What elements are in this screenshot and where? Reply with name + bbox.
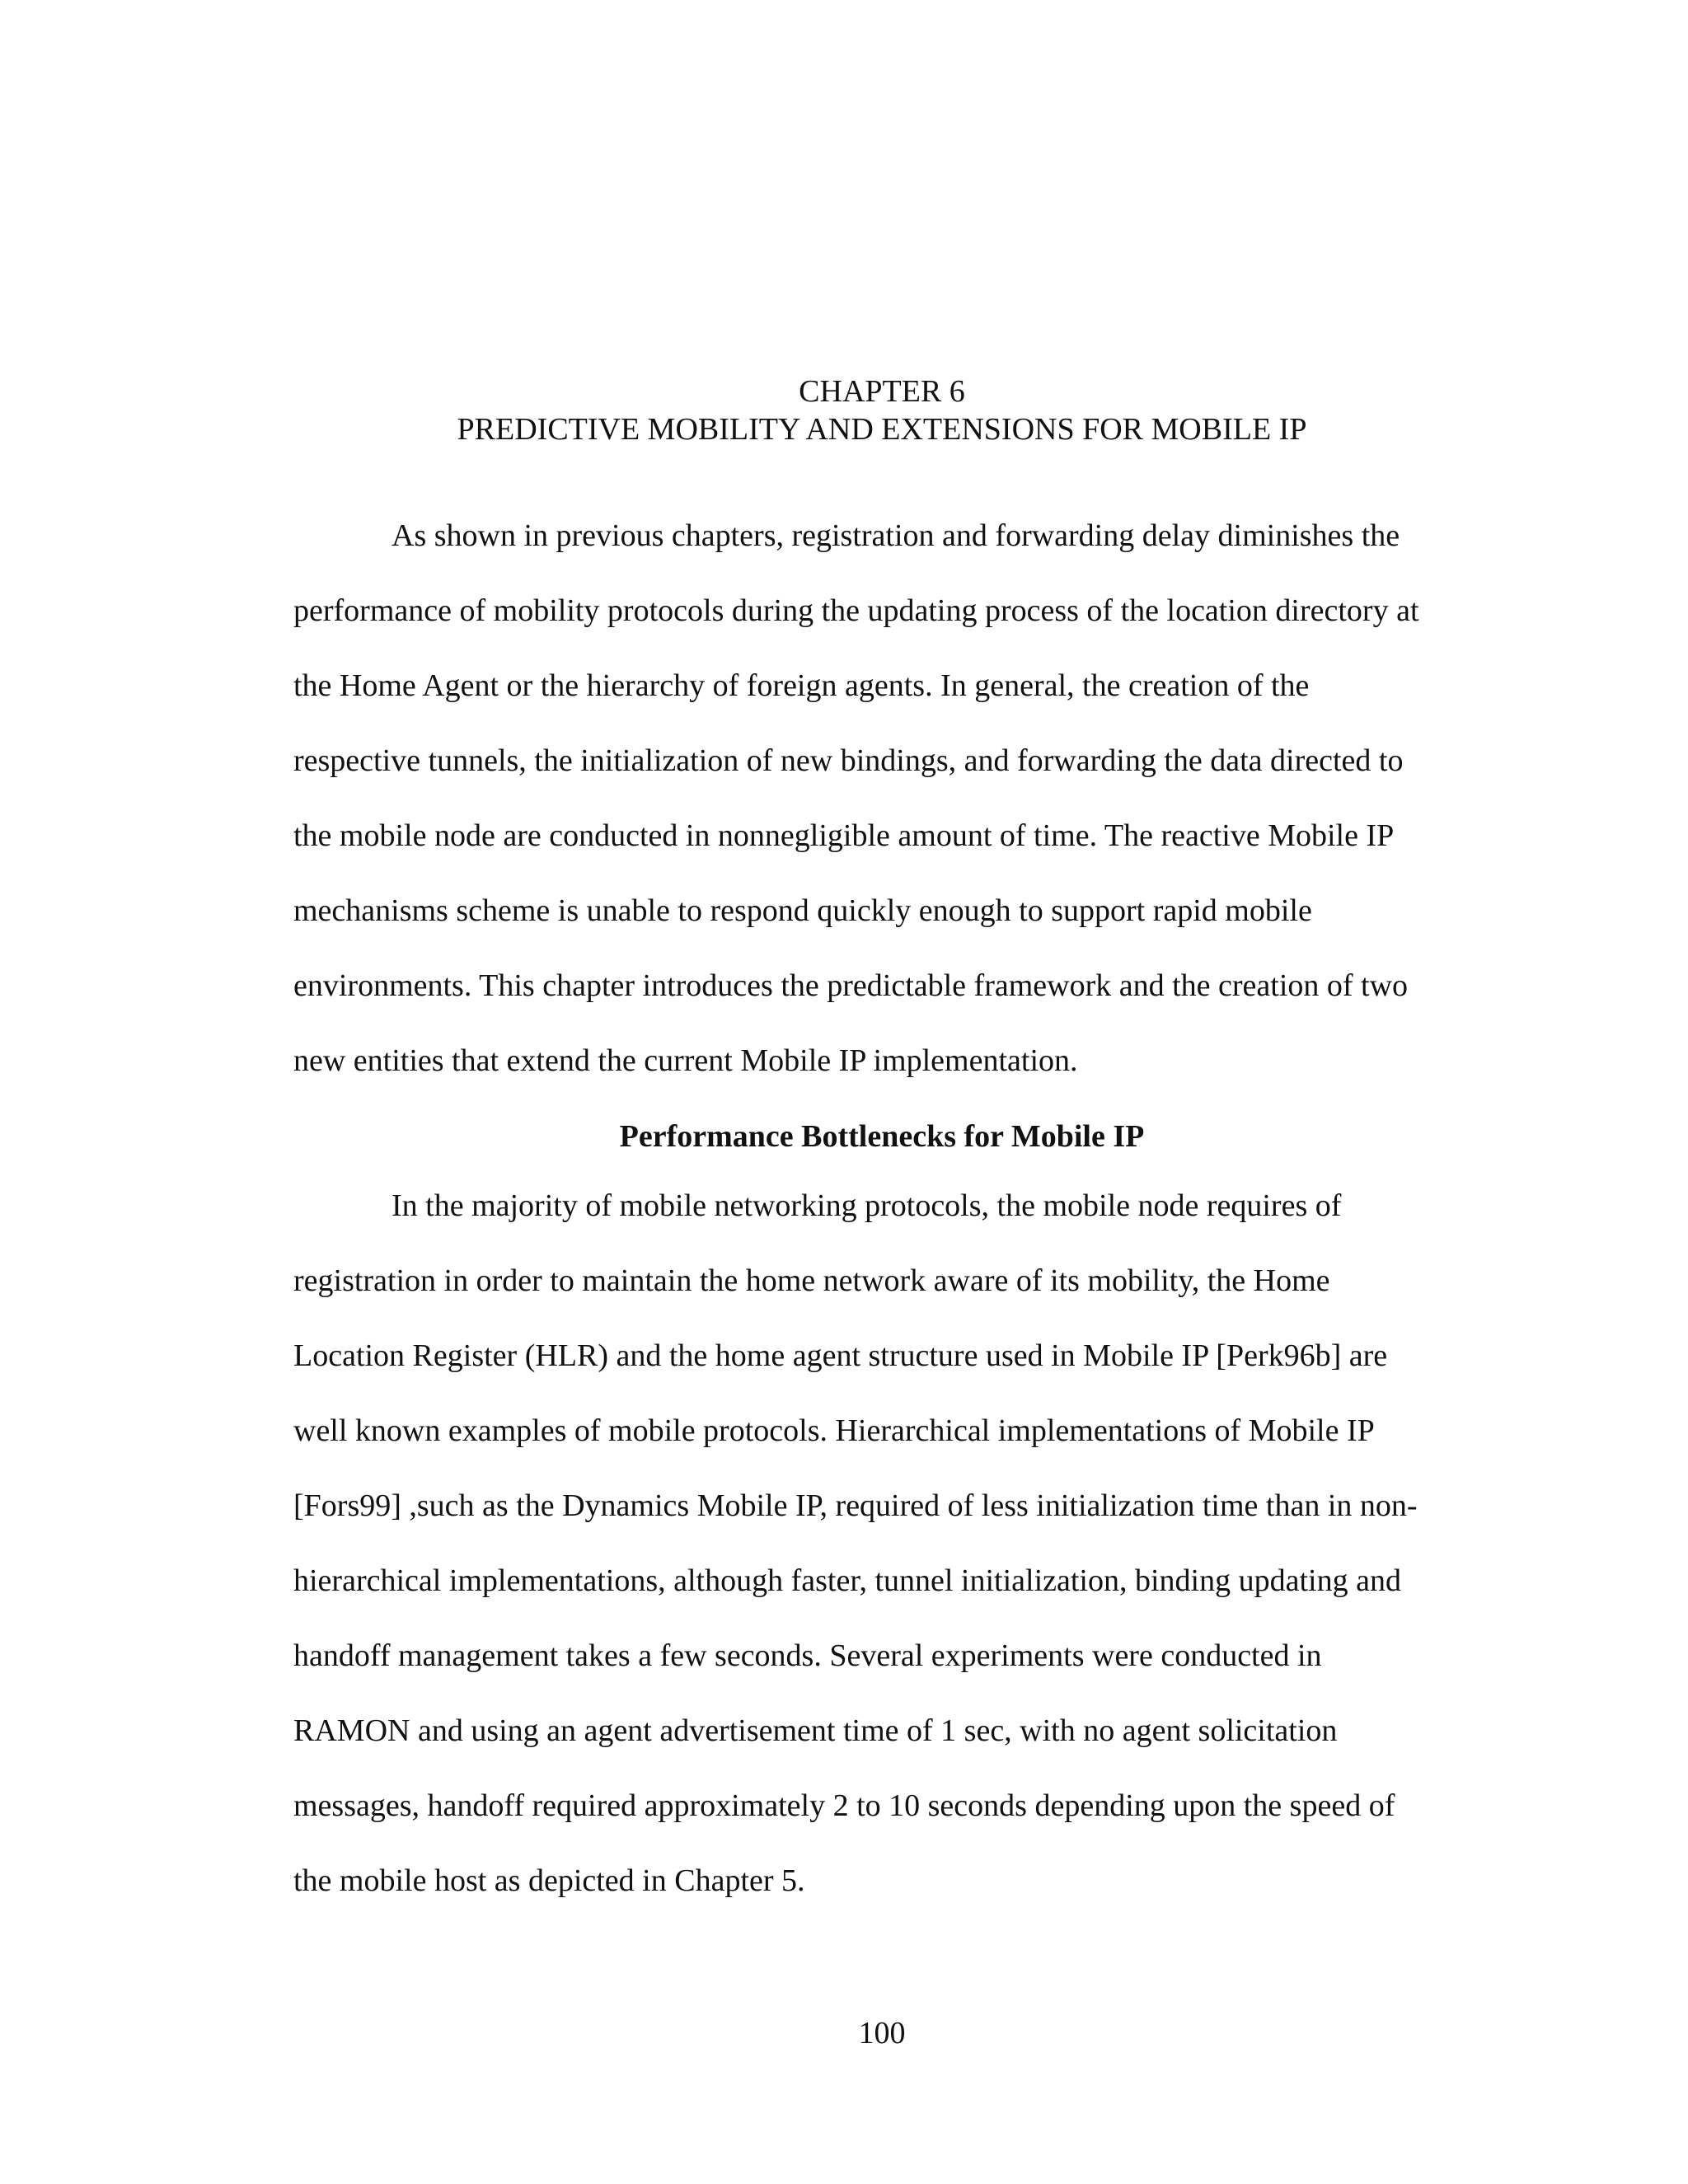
paragraph-line: registration in order to maintain the home network aware of its mobility, the Home xyxy=(293,1263,1330,1298)
chapter-title: PREDICTIVE MOBILITY AND EXTENSIONS FOR MOBILE IP xyxy=(457,412,1307,447)
paragraph-line: mechanisms scheme is unable to respond quickly enough to support rapid mobile xyxy=(293,893,1312,928)
paragraph-line: new entities that extend the current Mobile IP implementation. xyxy=(293,1043,1078,1078)
chapter-number: CHAPTER 6 xyxy=(799,374,965,409)
paragraph-line: messages, handoff required approximately 2 to 10 seconds depending upon the speed of xyxy=(293,1788,1395,1823)
paragraph-line: the mobile host as depicted in Chapter 5. xyxy=(293,1863,805,1898)
page-number: 100 xyxy=(858,2016,906,2050)
paragraph-line: [Fors99] ,such as the Dynamics Mobile IP, required of less initialization time than in non- xyxy=(293,1488,1418,1523)
section-heading: Performance Bottlenecks for Mobile IP xyxy=(619,1119,1145,1154)
paragraph-line: the mobile node are conducted in nonnegligible amount of time. The reactive Mobile IP xyxy=(293,818,1395,853)
paragraph-line: handoff management takes a few seconds. Several experiments were conducted in xyxy=(293,1638,1322,1673)
paragraph-line: Location Register (HLR) and the home agent structure used in Mobile IP [Perk96b] are xyxy=(293,1338,1388,1373)
paragraph-line: well known examples of mobile protocols. Hierarchical implementations of Mobile IP xyxy=(293,1413,1375,1448)
paragraph-line: RAMON and using an agent advertisement time of 1 sec, with no agent solicitation xyxy=(293,1713,1338,1748)
paragraph-line: performance of mobility protocols during the updating process of the location directory at xyxy=(293,593,1419,628)
chapter-heading xyxy=(293,373,1470,448)
paragraph-line: In the majority of mobile networking protocols, the mobile node requires of xyxy=(392,1188,1342,1223)
paragraph-line: environments. This chapter introduces the predictable framework and the creation of two xyxy=(293,968,1409,1003)
paragraph-line: the Home Agent or the hierarchy of foreign agents. In general, the creation of the xyxy=(293,668,1310,703)
paragraph-line: hierarchical implementations, although faster, tunnel initialization, binding updating and xyxy=(293,1563,1401,1598)
paragraph-line: respective tunnels, the initialization of new bindings, and forwarding the data directed to xyxy=(293,743,1404,778)
paragraph-line: As shown in previous chapters, registration and forwarding delay diminishes the xyxy=(392,518,1400,553)
